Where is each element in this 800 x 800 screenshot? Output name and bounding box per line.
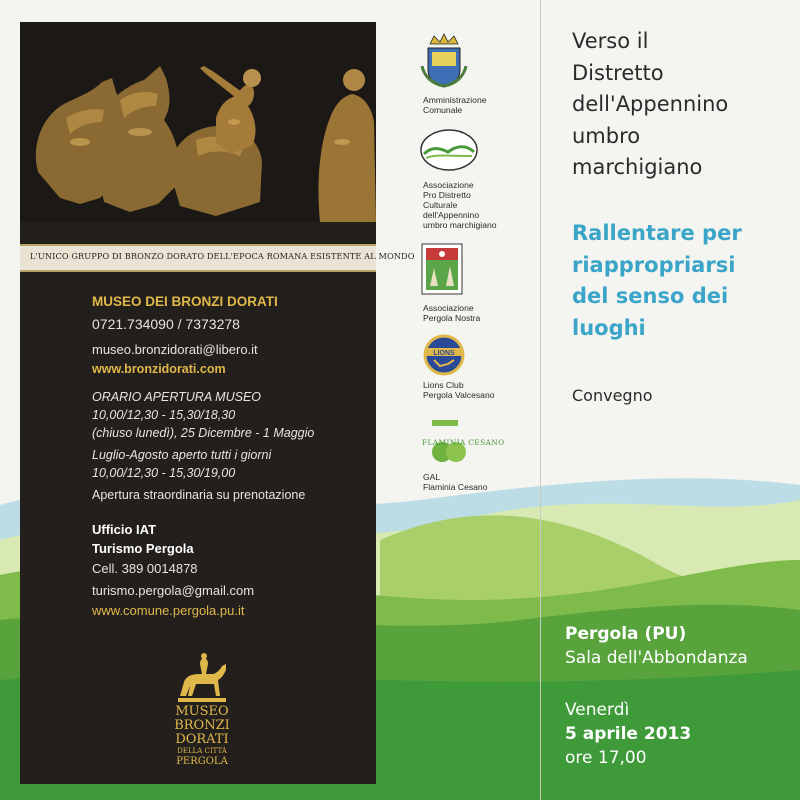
pergola-crest-icon xyxy=(420,242,464,296)
museum-logo-line-5: PERGOLA xyxy=(176,756,228,767)
bronze-statues-photo xyxy=(20,22,376,222)
event-town: Pergola (PU) xyxy=(565,624,687,644)
event-venue: Sala dell'Abbondanza xyxy=(565,648,748,668)
hours-heading: ORARIO APERTURA MUSEO xyxy=(92,390,262,404)
summer-line-2: 10,00/12,30 - 15,30/19,00 xyxy=(92,466,236,480)
fold-line xyxy=(540,0,541,800)
logo-caption-gal: GAL Flaminia Cesano xyxy=(423,472,488,492)
iat-cell: Cell. 389 0014878 xyxy=(92,561,198,576)
museum-logo-line-2: BRONZI xyxy=(174,718,230,733)
photo-caption-band xyxy=(20,244,415,272)
event-weekday: Venerdì xyxy=(565,700,630,720)
event-date: 5 aprile 2013 xyxy=(565,724,692,744)
iat-website[interactable]: www.comune.pergola.pu.it xyxy=(92,603,245,618)
logo-caption-pergola-nostra: Associazione Pergola Nostra xyxy=(423,303,481,323)
logo-caption-pro-distretto: Associazione Pro Distretto Culturale dell'Appennino umbro marchigiano xyxy=(423,180,497,230)
museum-email[interactable]: museo.bronzidorati@libero.it xyxy=(92,342,258,357)
museum-name: MUSEO DEI BRONZI DORATI xyxy=(92,294,278,309)
museum-phone: 0721.734090 / 7373278 xyxy=(92,316,240,332)
logo-caption-comune: Amministrazione Comunale xyxy=(423,95,487,115)
hills-logo-icon xyxy=(418,126,480,174)
event-type: Convegno xyxy=(572,386,653,405)
summer-line-1: Luglio-Agosto aperto tutti i giorni xyxy=(92,448,272,462)
photo-caption: L'UNICO GRUPPO DI BRONZO DORATO DELL'EPOCA ROMANA ESISTENTE AL MONDO xyxy=(30,251,415,261)
comune-crest-icon xyxy=(418,30,470,88)
logo-caption-lions: Lions Club Pergola Valcesano xyxy=(423,380,495,400)
extra-opening: Apertura straordinaria su prenotazione xyxy=(92,488,306,502)
event-time: ore 17,00 xyxy=(565,748,647,768)
iat-email[interactable]: turismo.pergola@gmail.com xyxy=(92,583,255,598)
iat-heading-2: Turismo Pergola xyxy=(92,541,194,556)
lions-club-icon xyxy=(420,334,468,376)
museum-logo-line-1: MUSEO xyxy=(175,704,229,719)
museum-logo-line-4: DELLA CITTÀ xyxy=(177,747,227,755)
event-title: Verso il Distretto dell'Appennino umbro marchigiano xyxy=(572,29,729,179)
horse-rider-icon xyxy=(172,652,232,704)
event-subtitle: Rallentare per riappropriarsi del senso dei luoghi xyxy=(572,221,742,340)
hours-line-1: 10,00/12,30 - 15,30/18,30 xyxy=(92,408,236,422)
museum-website[interactable]: www.bronzidorati.com xyxy=(92,362,226,376)
museum-logo-line-3: DORATI xyxy=(175,732,229,747)
hours-line-2: (chiuso lunedì), 25 Dicembre - 1 Maggio xyxy=(92,426,315,440)
svg-text:LIONS: LIONS xyxy=(433,350,455,357)
iat-heading-1: Ufficio IAT xyxy=(92,522,157,537)
gal-logo-text: FLAMINIA CESANO xyxy=(422,438,505,447)
museum-panel xyxy=(20,22,415,784)
